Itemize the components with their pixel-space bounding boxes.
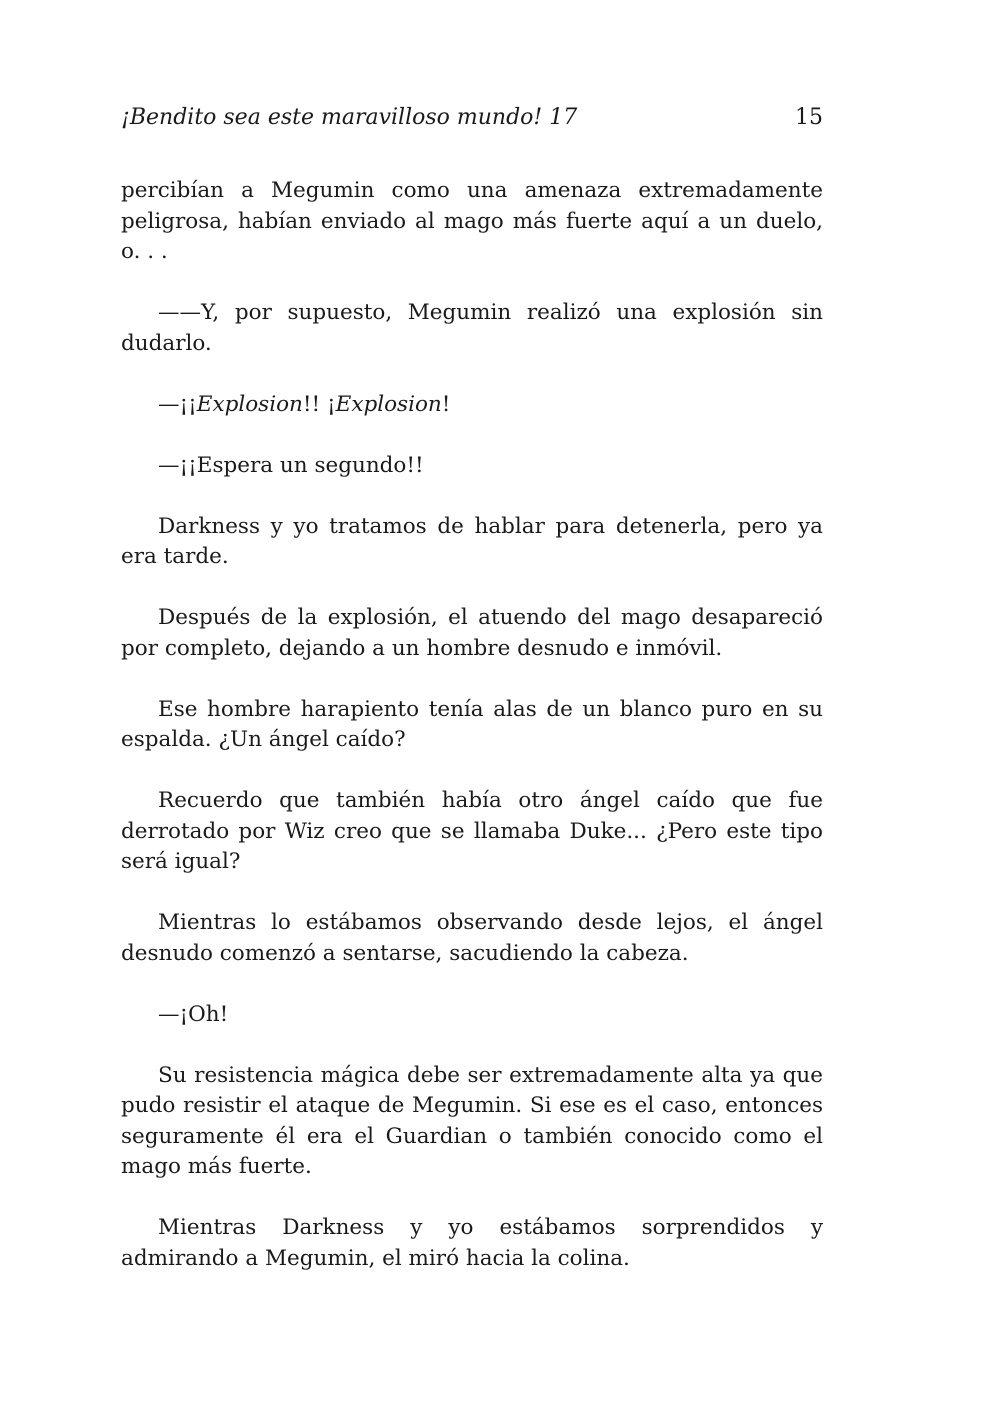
text-run: !: [441, 391, 451, 417]
paragraph: Mientras Darkness y yo estábamos sorprendidos y admirando a Megumin, el miró hacia la colina.: [121, 1215, 823, 1271]
text-run: !! ¡: [302, 391, 336, 417]
page-header: [121, 101, 823, 135]
paragraph: —¡Oh!: [158, 1001, 229, 1027]
italic-text: Explosion: [196, 391, 303, 417]
paragraph: Mientras lo estábamos observando desde lejos, el ángel desnudo comenzó a sentarse, sacudiendo la cabeza.: [121, 910, 823, 966]
paragraph: Su resistencia mágica debe ser extremadamente alta ya que pudo resistir el ataque de Megumin. Si ese es el caso, entonces seguramente él era el Guardian o también conocido como el mago más fuerte.: [121, 1062, 823, 1179]
paragraph-explosion: [121, 390, 823, 421]
paragraph: Darkness y yo tratamos de hablar para detenerla, pero ya era tarde.: [121, 513, 823, 569]
running-title: ¡Bendito sea este maravilloso mundo! 17: [121, 105, 578, 130]
page-number: 15: [795, 105, 823, 130]
text-run: —¡¡: [158, 391, 197, 417]
paragraph: —¡¡Espera un segundo!!: [158, 452, 424, 478]
paragraph: percibían a Megumin como una amenaza extremadamente peligrosa, habían enviado al mago más fuerte aquí a un duelo, o. . .: [121, 178, 823, 264]
italic-text: Explosion: [335, 391, 442, 417]
paragraph: Recuerdo que también había otro ángel caído que fue derrotado por Wiz creo que se llamaba Duke... ¿Pero este tipo será igual?: [121, 788, 823, 874]
paragraph: Ese hombre harapiento tenía alas de un blanco puro en su espalda. ¿Un ángel caído?: [121, 696, 823, 752]
body-text: [121, 176, 823, 1305]
paragraph: ——Y, por supuesto, Megumin realizó una explosión sin dudarlo.: [121, 300, 823, 356]
paragraph: Después de la explosión, el atuendo del mago desapareció por completo, dejando a un hombre desnudo e inmóvil.: [121, 605, 823, 661]
